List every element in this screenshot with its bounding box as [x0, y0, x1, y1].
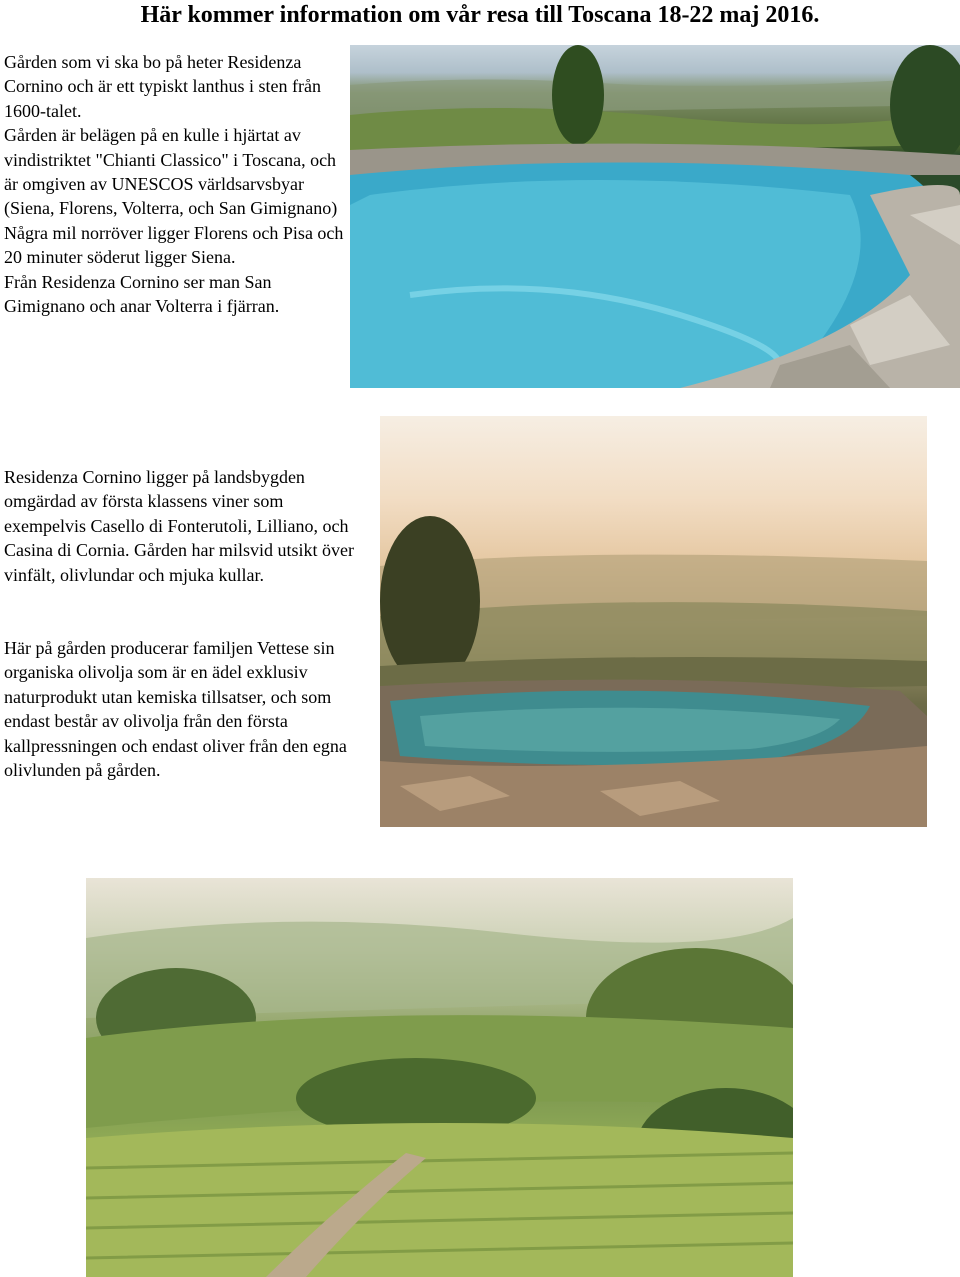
- pool-landscape-photo: [350, 45, 960, 388]
- intro-line-3: Några mil norröver ligger Florens och Pisa och 20 minuter söderut ligger Siena.: [4, 222, 344, 268]
- olive-oil-text: Här på gården producerar familjen Vettese sin organiska olivolja som är en ädel exklusiv naturprodukt utan kemiska tillsatser, och som endast består av olivolja från den första kallpressningen och endast oliver från den egna olivlunden på gården.: [4, 638, 347, 781]
- sunset-pool-photo: [380, 416, 927, 827]
- intro-line-2: Gården är belägen på en kulle i hjärtat av vindistriktet "Chianti Classico" i Toscana, och är omgiven av UNESCOS världsarvsbyar (Siena, Florens, Volterra, och San Gimignano): [4, 125, 338, 219]
- intro-line-4: Från Residenza Cornino ser man San Gimignano och anar Volterra i fjärran.: [4, 271, 280, 317]
- olive-oil-paragraph: [4, 636, 364, 782]
- countryside-text: Residenza Cornino ligger på landsbygden omgärdad av första klassens viner som exempelvis Casello di Fonterutoli, Lilliano, och Casina di Cornia. Gården har milsvid utsikt över vinfält, olivlundar och mjuka kullar.: [4, 467, 354, 585]
- intro-paragraph: [4, 50, 344, 318]
- intro-line-1: Gården som vi ska bo på heter Residenza Cornino och är ett typiskt lanthus i sten från 1600-talet.: [4, 52, 321, 121]
- page-title: Här kommer information om vår resa till Toscana 18-22 maj 2016.: [140, 2, 820, 28]
- vineyard-hills-photo: [86, 878, 793, 1277]
- countryside-paragraph: [4, 465, 364, 587]
